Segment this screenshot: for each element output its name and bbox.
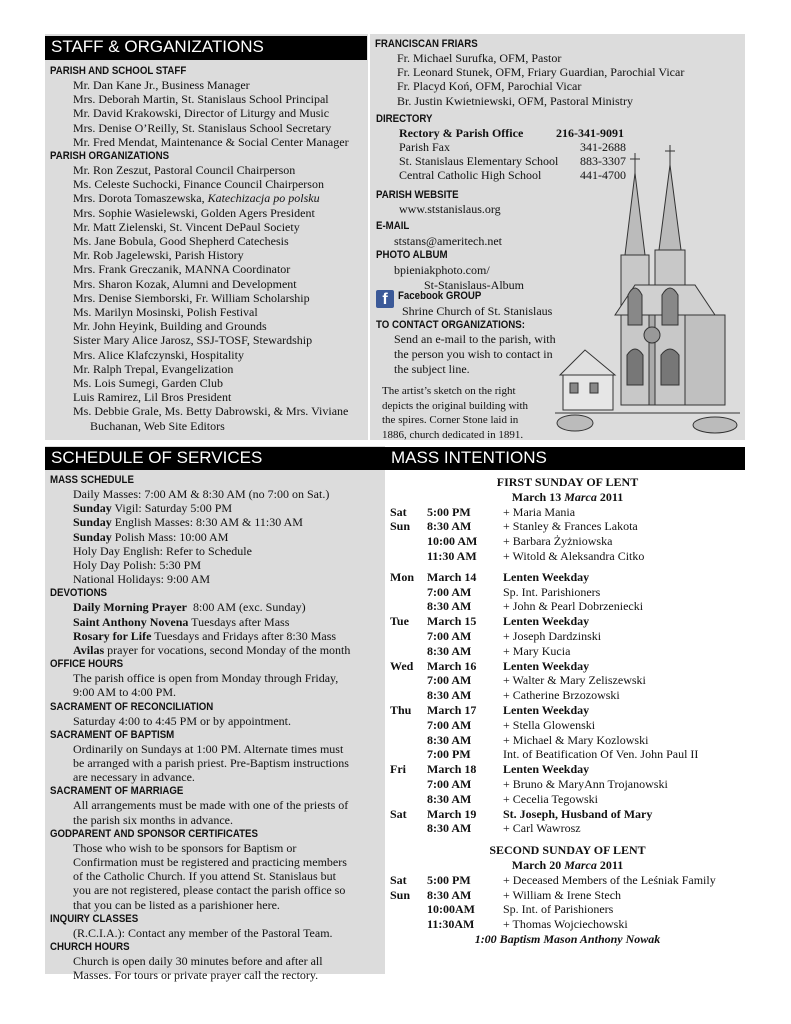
organization-contact: Ms. Celeste Suchocki, Finance Council Chairperson (73, 177, 324, 192)
organization-contact: Ms. Lois Sumegi, Garden Club (73, 376, 223, 391)
intention-row (390, 519, 745, 534)
godparent-line: that you can be listed as a parishioner here. (73, 897, 280, 912)
weekday-date: March 15 (427, 614, 477, 629)
intention-row (390, 917, 745, 932)
weekday-title: Lenten Weekday (503, 569, 590, 584)
friars-list (375, 51, 735, 108)
inquiry-line: (R.C.I.A.): Contact any member of the Pastoral Team. (73, 925, 333, 940)
second-sunday-rows (390, 873, 745, 932)
staff-banner: STAFF & ORGANIZATIONS (45, 36, 367, 60)
organization-contact: Mr. Ron Zeszut, Pastoral Council Chairperson (73, 163, 296, 178)
weekday-day: Thu (390, 702, 412, 717)
office-hours-line: The parish office is open from Monday through Friday, (73, 671, 339, 686)
intention-time: 10:00 AM (427, 534, 478, 549)
baptism-line: are necessary in advance. (73, 770, 195, 785)
baptism-line: Ordinarily on Sundays at 1:00 PM. Alternate times must (73, 741, 344, 756)
church-hours-line: Church is open daily 30 minutes before and after all (73, 954, 323, 969)
intention-day: Sat (390, 504, 407, 519)
first-sunday-rows (390, 505, 745, 564)
first-sunday-title: FIRST SUNDAY OF LENT (496, 475, 639, 489)
friars-section (375, 37, 735, 108)
intention-name: + William & Irene Stech (503, 887, 622, 902)
weekday-header-row (390, 807, 745, 822)
intention-row (390, 549, 745, 564)
contact-organizations-text (376, 332, 576, 377)
intention-name: + Catherine Brzozowski (503, 688, 620, 703)
intentions-banner: MASS INTENTIONS (385, 447, 745, 470)
parish-website-link[interactable]: www.ststanislaus.org (399, 202, 501, 216)
directory-name: Rectory & Parish Office (399, 126, 524, 140)
godparent-line: you are not registered, please contact the parish office so (73, 883, 346, 898)
intention-row (390, 902, 745, 917)
photo-album-link-2[interactable]: St-Stanislaus-Album (424, 277, 525, 292)
franciscan-friars-heading: FRANCISCAN FRIARS (375, 38, 478, 50)
organization-contact: Ms. Marilyn Mosinski, Polish Festival (73, 305, 258, 320)
mass-schedule-line-text: Daily Masses: 7:00 AM & 8:30 AM (no 7:00 on Sat.) (73, 487, 330, 501)
weekday-title: Lenten Weekday (503, 658, 590, 673)
facebook-icon: f (376, 290, 394, 308)
weekday-day: Mon (390, 569, 414, 584)
baptism-note: 1:00 Baptism Mason Anthony Nowak (474, 931, 661, 946)
devotions-heading: DEVOTIONS (50, 587, 108, 600)
godparent-line: of the Catholic Church. If you attend St. Stanislaus but (73, 869, 336, 884)
intention-name: + Stella Glowenski (503, 717, 596, 732)
mass-schedule-line-bold: Sunday (73, 529, 112, 544)
devotion-line (50, 600, 385, 614)
marriage-heading: SACRAMENT OF MARRIAGE (50, 785, 184, 798)
intention-name: + Barbara Żyżniowska (503, 534, 613, 549)
organization-contact: Ms. Jane Bobula, Good Shepherd Catechesis (73, 234, 289, 249)
weekday-header-row (390, 762, 745, 777)
intention-name: + Mary Kucia (503, 643, 571, 658)
directory-row (376, 140, 636, 154)
intention-time: 8:30 AM (427, 688, 472, 703)
organization-contact-name: Mrs. Dorota Tomaszewska, (73, 191, 208, 206)
devotions-list (50, 600, 385, 657)
intention-name: + Michael & Mary Kozlowski (503, 732, 649, 747)
directory-name: St. Stanislaus Elementary School (399, 154, 559, 168)
devotion-line (50, 629, 385, 643)
intention-time: 11:30 AM (427, 548, 477, 563)
baptism-text (50, 742, 385, 785)
directory-phone: 441-4700 (580, 168, 626, 182)
intention-name: + Walter & Mary Zeliszewski (503, 673, 646, 688)
intention-name: + Carl Wawrosz (503, 821, 581, 836)
schedule-banner: SCHEDULE OF SERVICES (45, 447, 386, 470)
weekday-date: March 14 (427, 569, 477, 584)
marriage-text (50, 798, 385, 826)
intention-time: 7:00 AM (427, 717, 472, 732)
organization-contact (50, 191, 370, 205)
organization-contact-role: Katechizacja po polsku (207, 191, 320, 206)
directory-phone: 216-341-9091 (556, 126, 624, 140)
intention-time: 8:30 AM (427, 599, 472, 614)
intention-row (390, 629, 745, 644)
parish-website-heading: PARISH WEBSITE (376, 189, 459, 201)
directory-name: Parish Fax (399, 140, 450, 154)
email-link[interactable]: ststans@ameritech.net (394, 234, 503, 249)
intention-name: Sp. Int. of Parishioners (503, 902, 614, 917)
intention-day: Sun (390, 519, 411, 534)
intention-row (390, 747, 745, 762)
organization-contact: Mr. Ralph Trepal, Evangelization (73, 361, 234, 376)
church-hours-text (50, 954, 385, 982)
devotion-line (50, 615, 385, 629)
weekday-title: Lenten Weekday (503, 762, 590, 777)
godparent-text (50, 841, 385, 912)
weekday-date: March 16 (427, 658, 477, 673)
intention-row (390, 821, 745, 836)
caption-line: depicts the original building with (382, 399, 529, 412)
intention-row (390, 873, 745, 888)
intention-row (390, 534, 745, 549)
reconciliation-text (50, 714, 385, 728)
intention-time: 7:00 AM (427, 776, 472, 791)
intention-row (390, 777, 745, 792)
mass-schedule-line-text: Holy Day English: Refer to Schedule (73, 543, 252, 558)
intention-name: + Maria Mania (503, 504, 576, 519)
parish-school-staff-list (50, 78, 370, 149)
facebook-group-name[interactable]: Shrine Church of St. Stanislaus (402, 304, 553, 318)
staff-section (50, 64, 370, 433)
mass-schedule-line-bold: Sunday (73, 515, 112, 530)
staff-member: Mr. Dan Kane Jr., Business Manager (73, 78, 250, 92)
intention-row (390, 585, 745, 600)
staff-member: Mr. David Krakowski, Director of Liturgy and Music (73, 106, 330, 121)
intention-row (390, 733, 745, 748)
intention-name: Int. of Beatification Of Ven. John Paul II (503, 747, 699, 762)
staff-member: Mr. Fred Mendat, Maintenance & Social Center Manager (73, 134, 349, 149)
photo-album-link[interactable]: bpieniakphoto.com/ (394, 263, 490, 278)
parish-school-staff-heading: PARISH AND SCHOOL STAFF (50, 65, 187, 77)
schedule-section (50, 473, 385, 982)
organization-contact: Mrs. Denise Siemborski, Fr. William Scholarship (73, 290, 310, 305)
intention-row (390, 505, 745, 520)
baptism-line: be arranged with a parish priest. Pre-Baptism instructions (73, 756, 349, 771)
organization-contact: Sister Mary Alice Jarosz, SSJ-TOSF, Stewardship (73, 333, 313, 348)
parish-organizations-list (50, 163, 370, 433)
weekday-header-row (390, 703, 745, 718)
intention-time: 8:30 AM (427, 643, 472, 658)
marriage-line: the parish six months in advance. (73, 812, 233, 827)
organization-contact: Mrs. Sharon Kozak, Alumni and Development (73, 276, 297, 291)
caption-line: the spires. Corner Stone laid in (382, 414, 519, 427)
directory-row (376, 126, 636, 140)
weekday-date: March 17 (427, 702, 477, 717)
intention-time: 8:30 AM (427, 887, 472, 902)
intention-row (390, 718, 745, 733)
intention-name: + Cecelia Tegowski (503, 791, 599, 806)
church-sketch-image (555, 145, 740, 440)
intentions-section (390, 475, 745, 947)
staff-member: Mrs. Deborah Martin, St. Stanislaus School Principal (73, 92, 329, 107)
office-hours-line: 9:00 AM to 4:00 PM. (73, 685, 177, 700)
devotion-line-text: Tuesdays after Mass (188, 614, 290, 629)
caption-line: 1886, church dedicated in 1891. (382, 428, 524, 441)
second-sunday-date: March 20 Marca 2011 (511, 857, 624, 872)
mass-schedule-line (50, 530, 385, 544)
intention-day: Sun (390, 887, 411, 902)
reconciliation-line: Saturday 4:00 to 4:45 PM or by appointment. (73, 713, 291, 728)
second-sunday-title: SECOND SUNDAY OF LENT (489, 843, 646, 858)
devotion-line-text: prayer for vocations, second Monday of the month (104, 643, 351, 658)
sketch-caption (382, 384, 550, 442)
devotion-line-bold: Daily Morning Prayer (73, 600, 187, 615)
inquiry-classes-heading: INQUIRY CLASSES (50, 912, 139, 925)
weekday-day: Fri (390, 762, 406, 777)
godparent-line: Confirmation must be registered and practicing members (73, 855, 347, 870)
staff-member: Mrs. Denise O’Reilly, St. Stanislaus School Secretary (73, 120, 332, 135)
church-hours-line: Masses. For tours or private prayer call the rectory. (73, 968, 319, 983)
intention-name: + Joseph Dardzinski (503, 628, 602, 643)
intention-row (390, 644, 745, 659)
friar-entry: Br. Justin Kwietniewski, OFM, Pastoral Ministry (397, 93, 634, 108)
godparent-line: Those who wish to be sponsors for Baptism or (73, 840, 297, 855)
caption-line: The artist’s sketch on the right (382, 385, 516, 397)
organization-contact: Mr. Rob Jagelewski, Parish History (73, 248, 244, 263)
weekday-header-row (390, 614, 745, 629)
directory-row (376, 168, 636, 182)
organization-contact: Mr. John Heyink, Building and Grounds (73, 319, 267, 334)
devotion-line (50, 643, 385, 657)
reconciliation-heading: SACRAMENT OF RECONCILIATION (50, 700, 214, 713)
organization-contact: Mrs. Frank Greczanik, MANNA Coordinator (73, 262, 291, 277)
intention-time: 7:00 AM (427, 673, 472, 688)
office-hours-text (50, 671, 385, 699)
church-hours-heading: CHURCH HOURS (50, 941, 130, 954)
weekday-date: March 19 (427, 806, 477, 821)
weekday-header-row (390, 659, 745, 674)
mass-schedule-line (50, 515, 385, 529)
intention-day: Sat (390, 872, 407, 887)
intention-time: 8:30 AM (427, 791, 472, 806)
photo-album-heading: PHOTO ALBUM (376, 249, 448, 262)
contact-line: the person you wish to contact in (394, 347, 553, 361)
intention-name: + Thomas Wojciechowski (503, 917, 628, 932)
intention-time: 8:30 AM (427, 732, 472, 747)
weekday-day: Sat (390, 806, 407, 821)
intention-time: 7:00 AM (427, 628, 472, 643)
parish-organizations-heading: PARISH ORGANIZATIONS (50, 150, 170, 163)
weekday-title: Lenten Weekday (503, 702, 590, 717)
weekday-date: March 18 (427, 762, 477, 777)
intention-time: 5:00 PM (427, 872, 471, 887)
organization-contact: Mrs. Alice Klafczynski, Hospitality (73, 347, 244, 362)
contact-section (376, 188, 576, 292)
contact-line: the subject line. (394, 362, 470, 376)
weekday-rows (390, 570, 745, 836)
directory-name: Central Catholic High School (399, 168, 542, 182)
directory-section (376, 112, 636, 182)
facebook-heading: Facebook GROUP (398, 290, 482, 302)
directory-phone: 883-3307 (580, 154, 626, 168)
contact-organizations-section (376, 318, 576, 377)
intention-time: 8:30 AM (427, 821, 472, 836)
mass-schedule-line (50, 501, 385, 515)
weekday-day: Wed (390, 658, 414, 673)
directory-heading: DIRECTORY (376, 113, 433, 125)
directory-list (376, 126, 636, 182)
intention-name: + Stanley & Frances Lakota (503, 519, 638, 534)
mass-schedule-line-text: English Masses: 8:30 AM & 11:30 AM (111, 515, 303, 530)
weekday-day: Tue (390, 614, 409, 629)
mass-schedule-line (50, 572, 385, 586)
intention-name: + Witold & Aleksandra Citko (503, 548, 645, 563)
intention-time: 11:30AM (427, 917, 475, 932)
mass-schedule-line-text: Vigil: Saturday 5:00 PM (111, 501, 233, 516)
intention-time: 7:00 AM (427, 584, 472, 599)
directory-row (376, 154, 636, 168)
mass-schedule-line-text: National Holidays: 9:00 AM (73, 572, 210, 587)
intention-time: 7:00 PM (427, 747, 471, 762)
inquiry-classes-text (50, 926, 385, 940)
mass-schedule-line-text: Polish Mass: 10:00 AM (111, 529, 229, 544)
intention-row (390, 688, 745, 703)
intention-row (390, 673, 745, 688)
intention-row (390, 792, 745, 807)
contact-organizations-heading: TO CONTACT ORGANIZATIONS: (376, 319, 525, 331)
mass-schedule-line (50, 544, 385, 558)
mass-schedule-line (50, 558, 385, 572)
organization-contact: Mrs. Sophie Wasielewski, Golden Agers President (73, 205, 315, 220)
weekday-title: St. Joseph, Husband of Mary (503, 806, 653, 821)
friar-entry: Fr. Leonard Stunek, OFM, Friary Guardian, Parochial Vicar (397, 65, 685, 80)
godparent-heading: GODPARENT AND SPONSOR CERTIFICATES (50, 827, 258, 840)
mass-schedule-heading: MASS SCHEDULE (50, 474, 134, 486)
organization-contact: Buchanan, Web Site Editors (90, 418, 225, 433)
mass-schedule-line-text: Holy Day Polish: 5:30 PM (73, 558, 202, 573)
email-heading: E-MAIL (376, 220, 410, 233)
devotion-line-bold: Rosary for Life (73, 628, 152, 643)
intention-name: + John & Pearl Dobrzeniecki (503, 599, 644, 614)
mass-schedule-line (50, 487, 385, 501)
intention-name: + Bruno & MaryAnn Trojanowski (503, 776, 668, 791)
weekday-header-row (390, 570, 745, 585)
first-sunday-date: March 13 Marca 2011 (511, 489, 624, 504)
office-hours-heading: OFFICE HOURS (50, 658, 124, 671)
directory-phone: 341-2688 (580, 140, 626, 154)
contact-line: Send an e-mail to the parish, with (394, 332, 556, 346)
intention-name: Sp. Int. Parishioners (503, 584, 601, 599)
organization-contact: Ms. Debbie Grale, Ms. Betty Dabrowski, & Mrs. Viviane (73, 404, 349, 419)
baptism-heading: SACRAMENT OF BAPTISM (50, 728, 175, 741)
devotion-line-text: Tuesdays and Fridays after 8:30 Mass (151, 628, 337, 643)
intention-time: 5:00 PM (427, 504, 471, 519)
devotion-line-bold: Saint Anthony Novena (73, 614, 189, 629)
organization-contact: Mr. Matt Zielenski, St. Vincent DePaul Society (73, 219, 300, 234)
intention-name: + Deceased Members of the Leśniak Family (503, 872, 716, 887)
intention-time: 10:00AM (427, 902, 475, 917)
mass-schedule-list (50, 487, 385, 586)
intention-time: 8:30 AM (427, 519, 472, 534)
organization-contact: Luis Ramirez, Lil Bros President (73, 390, 232, 405)
friar-entry: Fr. Placyd Koń, OFM, Parochial Vicar (397, 79, 582, 94)
friar-entry: Fr. Michael Surufka, OFM, Pastor (397, 51, 562, 65)
marriage-line: All arrangements must be made with one of the priests of (73, 798, 349, 813)
devotion-line-bold: Avilas (73, 643, 105, 658)
intention-row (390, 599, 745, 614)
mass-schedule-line-bold: Sunday (73, 501, 112, 516)
intention-row (390, 888, 745, 903)
devotion-line-text: 8:00 AM (exc. Sunday) (186, 600, 306, 615)
weekday-title: Lenten Weekday (503, 614, 590, 629)
